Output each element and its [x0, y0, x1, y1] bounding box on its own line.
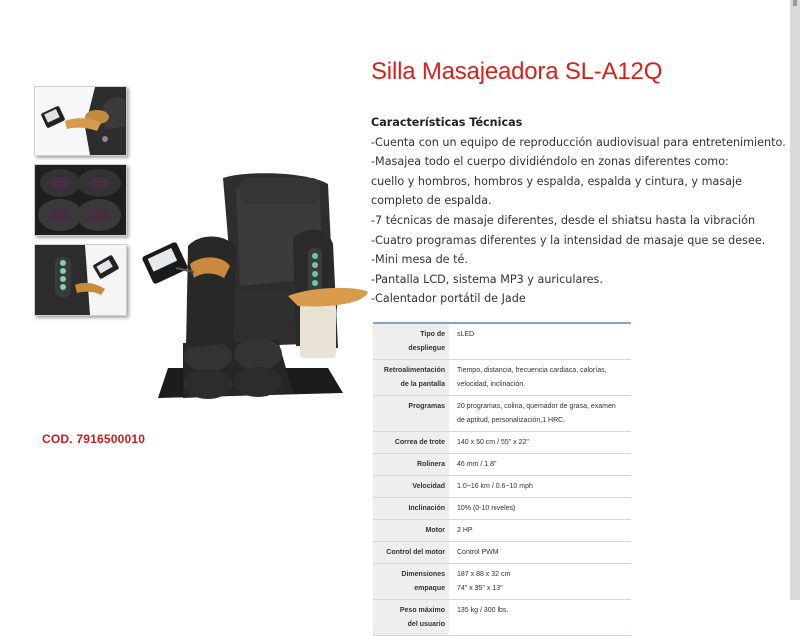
spec-label: Correa de trote — [373, 432, 449, 454]
spec-label: Dimensiones empaque — [373, 564, 449, 600]
feature-line: -Calentador portátil de Jade — [371, 292, 526, 306]
spec-value: 135 kg / 300 lbs. — [449, 600, 631, 636]
specs-table — [373, 322, 631, 636]
armrest-remote-image — [35, 87, 126, 155]
right-edge-bar — [790, 0, 800, 600]
leg-rollers-image — [35, 165, 126, 235]
feature-line: -7 técnicas de masaje diferentes, desde el shiatsu hasta la vibración — [371, 213, 756, 227]
spec-value: 1.0~16 km / 0.6~10 mph — [449, 476, 631, 498]
spec-label: Motor — [373, 520, 449, 542]
spec-value: 20 programas, colina, quemador de grasa, examen de aptitud, personalización,1 HRC. — [449, 396, 631, 432]
spec-row — [373, 323, 631, 360]
spec-row — [373, 542, 631, 564]
massage-chair-photo — [128, 168, 368, 413]
controls-image — [35, 245, 126, 315]
spec-label: Rolinera — [373, 454, 449, 476]
spec-label: Velocidad — [373, 476, 449, 498]
spec-value: 187 x 88 x 32 cm 74" x 35" x 13" — [449, 564, 631, 600]
feature-line: -Masajea todo el cuerpo dividiéndolo en zonas diferentes como: — [371, 155, 729, 169]
feature-line: -Cuenta con un equipo de reproducción audiovisual para entretenimiento. — [371, 135, 786, 149]
thumbnail-armrest-remote[interactable] — [34, 86, 127, 156]
spec-label: Inclinación — [373, 498, 449, 520]
spec-value: 46 mm / 1.8" — [449, 454, 631, 476]
spec-label: Programas — [373, 396, 449, 432]
product-code: COD. 7916500010 — [42, 432, 146, 446]
spec-value: Control PWM — [449, 542, 631, 564]
spec-row — [373, 396, 631, 432]
spec-value: 10% (0-10 niveles) — [449, 498, 631, 520]
spec-row — [373, 600, 631, 636]
feature-line: cuello y hombros, hombros y espalda, espalda y cintura, y masaje — [371, 174, 743, 188]
feature-line: completo de espalda. — [371, 194, 492, 208]
feature-line: -Cuatro programas diferentes y la intensidad de masaje que se desee. — [371, 233, 766, 247]
spec-row — [373, 476, 631, 498]
spec-value: 140 x 50 cm / 55" x 22" — [449, 432, 631, 454]
spec-label: Retroalimentación de la pantalla — [373, 360, 449, 396]
spec-value: 2 HP — [449, 520, 631, 542]
thumbnail-leg-rollers[interactable] — [34, 164, 127, 236]
thumbnail-controls[interactable] — [34, 244, 127, 316]
spec-label: Control del motor — [373, 542, 449, 564]
product-title: Silla Masajeadora SL-A12Q — [371, 58, 663, 85]
spec-value: sLED — [449, 323, 631, 360]
spec-row — [373, 432, 631, 454]
spec-value: Tiempo, distancia, frecuencia cardiaca, calorías, velocidad, inclinación. — [449, 360, 631, 396]
spec-row — [373, 520, 631, 542]
spec-label: Tipo de despliegue — [373, 323, 449, 360]
features-heading: Características Técnicas — [371, 116, 523, 129]
spec-row — [373, 564, 631, 600]
spec-row — [373, 454, 631, 476]
feature-line: -Pantalla LCD, sistema MP3 y auriculares. — [371, 272, 603, 286]
spec-row — [373, 498, 631, 520]
feature-line: -Mini mesa de té. — [371, 253, 468, 267]
features-section — [371, 113, 791, 309]
spec-row — [373, 360, 631, 396]
spec-label: Peso máximo del usuario — [373, 600, 449, 636]
right-edge-notch — [793, 0, 797, 6]
